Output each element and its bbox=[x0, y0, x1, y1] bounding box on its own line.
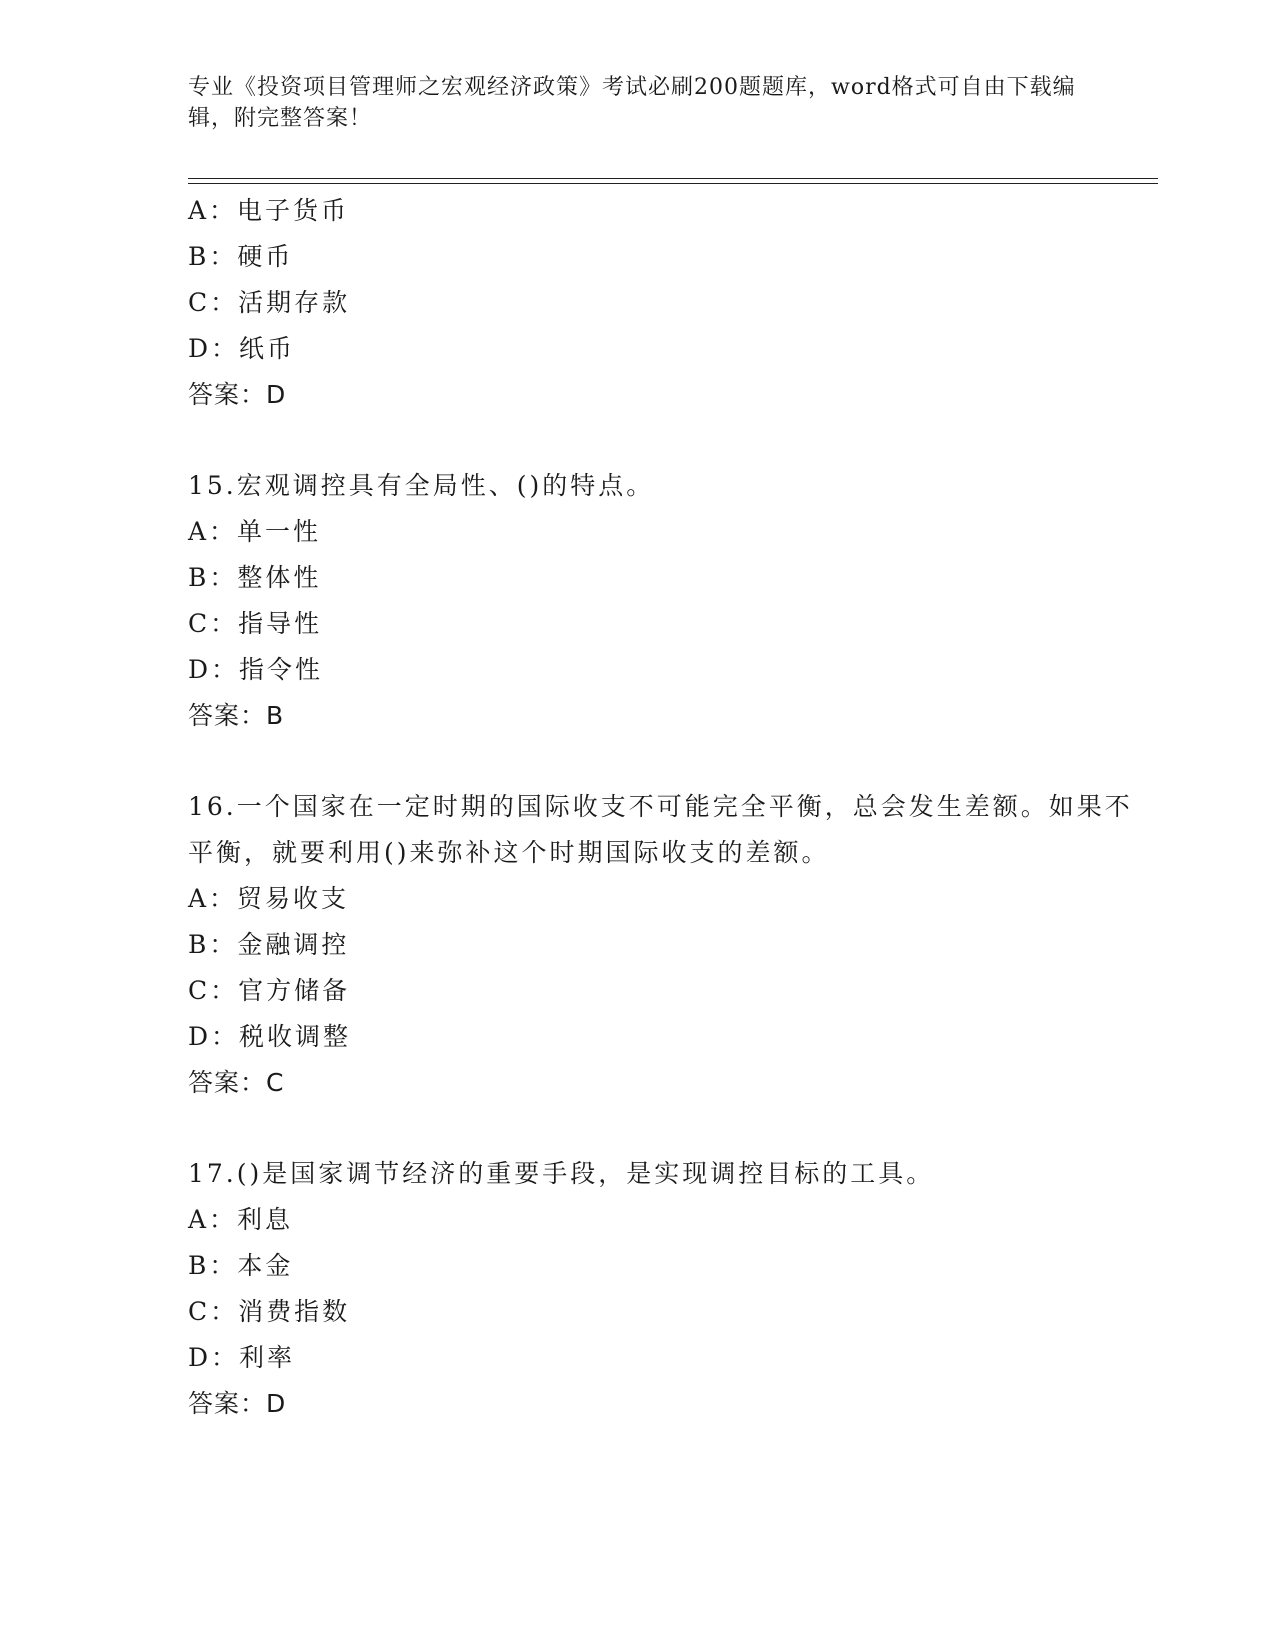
question-stem: 16.一个国家在一定时期的国际收支不可能完全平衡，总会发生差额。如果不平衡，就要利用()来弥补这个时期国际收支的差额。 bbox=[188, 792, 1133, 867]
question-block-15 bbox=[188, 463, 1148, 739]
option-c: C：官方储备 bbox=[188, 976, 351, 1005]
option-a: A：利息 bbox=[188, 1205, 294, 1234]
document-header bbox=[188, 72, 1088, 134]
option-d: D：指令性 bbox=[188, 655, 324, 684]
option-d: D：纸币 bbox=[188, 334, 296, 363]
option-b: B：本金 bbox=[188, 1251, 294, 1280]
question-list bbox=[188, 188, 1148, 1427]
document-title: 专业《投资项目管理师之宏观经济政策》考试必刷200题题库，word格式可自由下载编辑，附完整答案！ bbox=[188, 75, 1076, 131]
option-a: A：单一性 bbox=[188, 517, 322, 546]
option-c: C：活期存款 bbox=[188, 288, 351, 317]
question-block-17 bbox=[188, 1151, 1148, 1427]
header-rule-top bbox=[188, 178, 1158, 179]
option-d: D：税收调整 bbox=[188, 1022, 352, 1051]
question-stem: 15.宏观调控具有全局性、()的特点。 bbox=[188, 471, 655, 500]
question-block-16 bbox=[188, 784, 1148, 1106]
option-d: D：利率 bbox=[188, 1343, 296, 1372]
spacer bbox=[188, 739, 1148, 784]
option-a: A：电子货币 bbox=[188, 196, 350, 225]
answer-line: 答案：D bbox=[188, 1389, 287, 1418]
question-stem: 17.()是国家调节经济的重要手段，是实现调控目标的工具。 bbox=[188, 1159, 935, 1188]
option-b: B：硬币 bbox=[188, 242, 294, 271]
question-block-14 bbox=[188, 188, 1148, 418]
option-a: A：贸易收支 bbox=[188, 884, 350, 913]
header-rule-bottom bbox=[188, 183, 1158, 184]
answer-line: 答案：D bbox=[188, 380, 287, 409]
spacer bbox=[188, 1106, 1148, 1151]
answer-line: 答案：C bbox=[188, 1068, 285, 1097]
option-c: C：消费指数 bbox=[188, 1297, 351, 1326]
option-b: B：金融调控 bbox=[188, 930, 350, 959]
option-c: C：指导性 bbox=[188, 609, 323, 638]
spacer bbox=[188, 418, 1148, 463]
option-b: B：整体性 bbox=[188, 563, 322, 592]
answer-line: 答案：B bbox=[188, 701, 285, 730]
